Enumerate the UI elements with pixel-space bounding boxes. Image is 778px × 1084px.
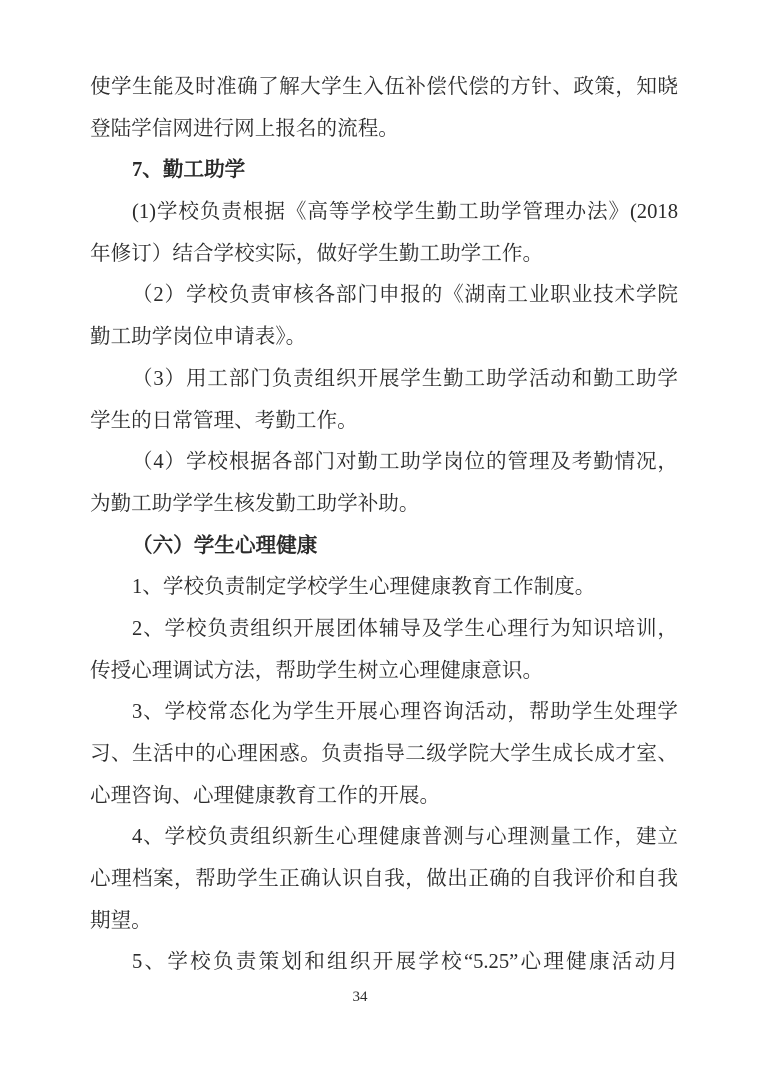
text-line: 4、学校负责组织新生心理健康普测与心理测量工作，建立: [132, 826, 678, 849]
text-line: （2）学校负责审核各部门申报的《湖南工业职业技术学院: [132, 284, 678, 307]
text-line: 2、学校负责组织开展团体辅导及学生心理行为知识培训，: [132, 617, 678, 640]
text-line: 登陆学信网进行网上报名的流程。: [90, 117, 399, 140]
text-line: （3）用工部门负责组织开展学生勤工助学活动和勤工助学: [132, 367, 678, 390]
heading-qingong-zhuxue: 7、勤工助学: [132, 159, 246, 182]
text-line: 1、学校负责制定学校学生心理健康教育工作制度。: [132, 576, 596, 599]
heading-xuesheng-xinli-jiankang: （六）学生心理健康: [132, 534, 318, 557]
text-line: 年修订）结合学校实际，做好学生勤工助学工作。: [90, 242, 544, 265]
text-line: 心理档案，帮助学生正确认识自我，做出正确的自我评价和自我: [90, 868, 678, 891]
text-line: 学生的日常管理、考勤工作。: [90, 409, 358, 432]
text-line: 习、生活中的心理困惑。负责指导二级学院大学生成长成才室、: [90, 743, 678, 765]
text-line: 5、学校负责策划和组织开展学校“5.25”心理健康活动月: [132, 951, 678, 974]
text-line: 使学生能及时准确了解大学生入伍补偿代偿的方针、政策，知晓: [90, 76, 678, 98]
text-line: 3、学校常态化为学生开展心理咨询活动，帮助学生处理学: [132, 701, 678, 724]
page-number: 34: [352, 989, 368, 1006]
text-line: 勤工助学岗位申请表》。: [90, 326, 307, 349]
text-line: 传授心理调试方法，帮助学生树立心理健康意识。: [90, 659, 544, 682]
text-line: 为勤工助学学生核发勤工助学补助。: [90, 492, 420, 515]
text-line: 期望。: [90, 909, 152, 932]
text-line: (1)学校负责根据《高等学校学生勤工助学管理办法》(2018: [132, 201, 678, 224]
text-line: （4）学校根据各部门对勤工助学岗位的管理及考勤情况，: [132, 451, 678, 474]
text-line: 心理咨询、心理健康教育工作的开展。: [90, 784, 441, 807]
